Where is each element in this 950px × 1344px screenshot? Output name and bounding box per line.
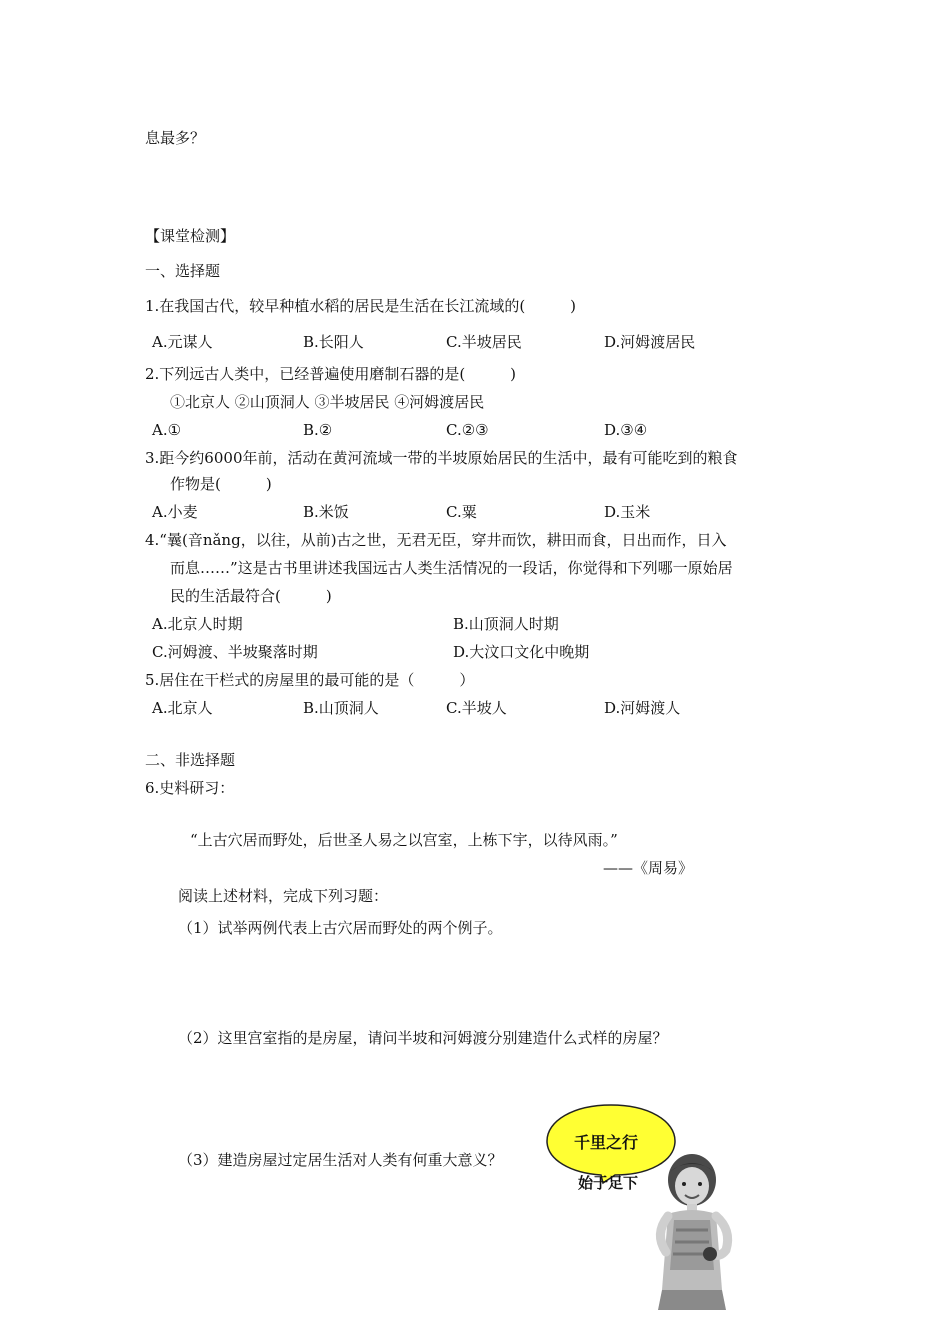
q5-option-d: D.河姆渡人 [604,699,681,717]
bubble-text-line2: 始于足下 [578,1174,639,1192]
q4-option-a: A.北京人时期 [152,615,243,633]
q5-stem: 5.居住在干栏式的房屋里的最可能的是（ ） [145,671,475,689]
part2-title: 二、非选择题 [145,751,236,769]
intro-tail: 息最多？ [145,129,206,147]
q2-stem: 2.下列远古人类中，已经普遍使用磨制石器的是( ) [145,365,517,383]
q6-title: 6.史料研习： [145,779,235,797]
q4-stem-line1: 4.“曩(音nǎng，以往，从前)古之世，无君无臣，穿井而饮，耕田而食，日出而作，日入 [145,531,727,549]
q4-option-b: B.山顶洞人时期 [453,615,559,633]
q6-quote: “上古穴居而野处，后世圣人易之以宫室，上栋下宇，以待风雨。” [190,831,618,849]
q3-option-c: C.粟 [446,503,477,521]
q2-option-d: D.③④ [604,421,648,439]
q2-sub-items: ①北京人 ②山顶洞人 ③半坡居民 ④河姆渡居民 [170,393,485,411]
q3-option-d: D.玉米 [604,503,651,521]
q4-option-d: D.大汶口文化中晚期 [453,643,590,661]
q3-option-b: B.米饭 [303,503,349,521]
q1-option-d: D.河姆渡居民 [604,333,696,351]
q4-stem-line3: 民的生活最符合( ) [170,587,332,605]
q6-sub2: （2）这里宫室指的是房屋，请问半坡和河姆渡分别建造什么式样的房屋？ [178,1029,668,1047]
q6-source: ——《周易》 [603,859,694,877]
q5-option-a: A.北京人 [152,699,213,717]
q4-stem-line2: 而息……”这是古书里讲述我国远古人类生活情况的一段话，你觉得和下列哪一原始居 [170,559,733,577]
girl-illustration [640,1150,740,1310]
q1-option-b: B.长阳人 [303,333,364,351]
section-title: 【课堂检测】 [145,227,236,245]
q2-option-a: A.① [152,421,182,439]
bubble-text-line1: 千里之行 [574,1133,639,1152]
part1-title: 一、选择题 [145,262,221,280]
q3-option-a: A.小麦 [152,503,198,521]
q5-option-c: C.半坡人 [446,699,507,717]
q5-option-b: B.山顶洞人 [303,699,379,717]
q1-option-c: C.半坡居民 [446,333,522,351]
q3-stem-line2: 作物是( ) [170,475,272,493]
q6-instruction: 阅读上述材料，完成下列习题： [178,887,389,905]
q2-option-c: C.②③ [446,421,489,439]
q6-sub3: （3）建造房屋过定居生活对人类有何重大意义？ [178,1151,503,1169]
q1-option-a: A.元谋人 [152,333,213,351]
q1-stem: 1.在我国古代，较早种植水稻的居民是生活在长江流域的( ) [145,297,577,315]
q3-stem-line1: 3.距今约6000年前，活动在黄河流域一带的半坡原始居民的生活中，最有可能吃到的粮食 [145,449,738,467]
q2-option-b: B.② [303,421,333,439]
q4-option-c: C.河姆渡、半坡聚落时期 [152,643,318,661]
q6-sub1: （1）试举两例代表上古穴居而野处的两个例子。 [178,919,503,937]
